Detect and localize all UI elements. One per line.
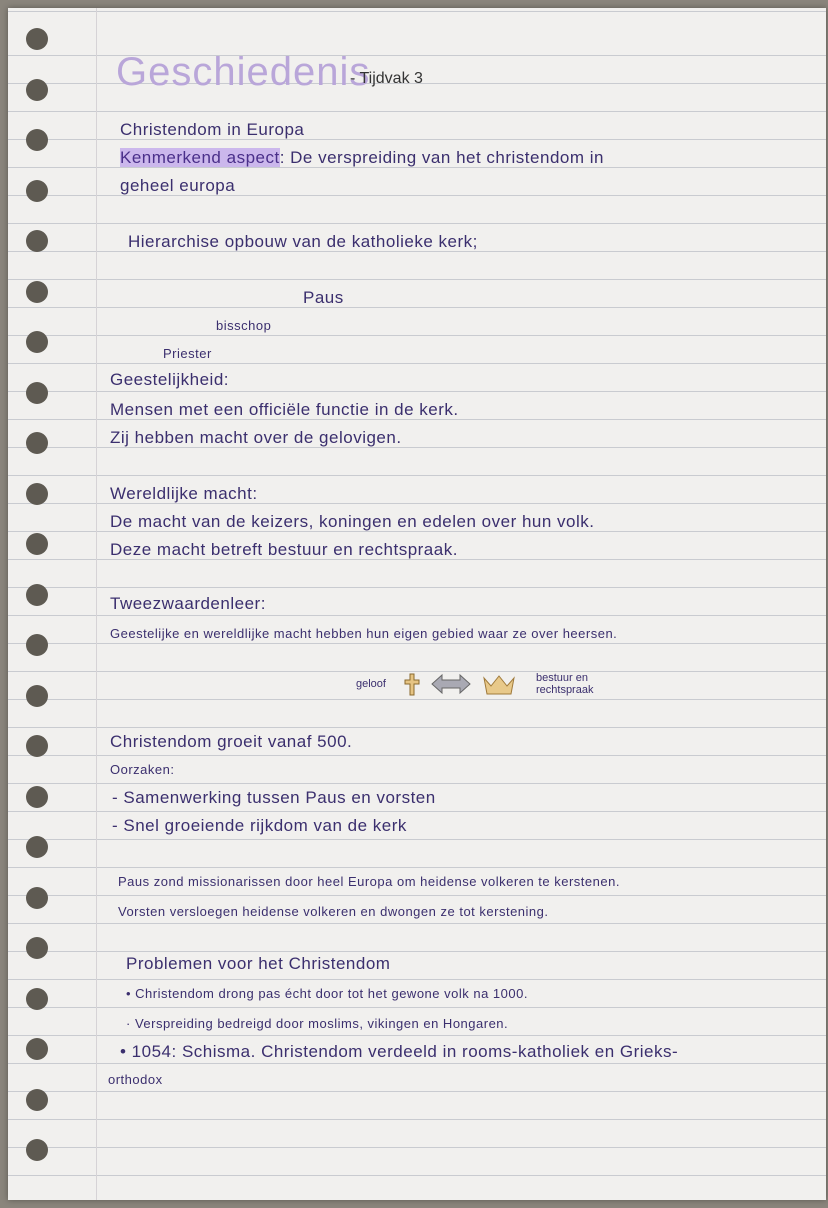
bestuur-label-2: rechtspraak	[535, 684, 594, 696]
binder-hole	[26, 634, 48, 656]
binder-hole	[26, 685, 48, 707]
tweezwaarden-diagram	[356, 672, 593, 696]
topic-heading: Christendom in Europa	[120, 120, 305, 139]
double-arrow-icon	[430, 673, 472, 695]
missie-line-1: Paus zond missionarissen door heel Europa om heidense volkeren te kerstenen.	[118, 874, 620, 889]
page-title: Geschiedenis	[116, 50, 371, 94]
bestuur-label-1: bestuur en	[535, 672, 588, 684]
aspect-text: : De verspreiding van het christendom in	[279, 148, 604, 167]
binder-hole	[26, 79, 48, 101]
binder-hole	[26, 230, 48, 252]
aspect-text-2: geheel europa	[120, 176, 236, 195]
geestelijkheid-line-2: Zij hebben macht over de gelovigen.	[110, 428, 402, 447]
binder-hole	[26, 735, 48, 757]
geestelijkheid-line-1: Mensen met een officiële functie in de kerk.	[110, 400, 459, 419]
binder-hole	[26, 786, 48, 808]
binder-hole	[26, 331, 48, 353]
missie-line-2: Vorsten versloegen heidense volkeren en dwongen ze tot kerstening.	[118, 904, 549, 919]
problemen-bullet-1: • Christendom drong pas écht door tot het gewone volk na 1000.	[126, 986, 528, 1001]
binder-hole	[26, 281, 48, 303]
problemen-heading: Problemen voor het Christendom	[126, 954, 391, 973]
groei-heading: Christendom groeit vanaf 500.	[110, 732, 353, 751]
binder-hole	[26, 180, 48, 202]
aspect-line	[120, 148, 604, 168]
aspect-label: Kenmerkend aspect	[120, 148, 280, 167]
binder-hole	[26, 533, 48, 555]
groei-bullet-1: - Samenwerking tussen Paus en vorsten	[112, 788, 436, 807]
problemen-cont: orthodox	[108, 1072, 163, 1087]
problemen-bullet-2: · Verspreiding bedreigd door moslims, vikingen en Hongaren.	[126, 1016, 509, 1031]
hierarchy-level-paus: Paus	[303, 288, 344, 307]
binder-hole	[26, 129, 48, 151]
page-subtitle: - Tijdvak 3	[350, 70, 423, 87]
wereldlijk-heading: Wereldlijke macht:	[110, 484, 258, 503]
notebook-page	[8, 8, 826, 1200]
wereldlijk-line-1: De macht van de keizers, koningen en edelen over hun volk.	[110, 512, 595, 531]
margin-line	[96, 8, 97, 1200]
groei-bullet-2: - Snel groeiende rijkdom van de kerk	[112, 816, 407, 835]
binder-hole	[26, 988, 48, 1010]
binder-hole	[26, 584, 48, 606]
bestuur-label	[536, 672, 593, 696]
problemen-bullet-3: • 1054: Schisma. Christendom verdeeld in rooms-katholiek en Grieks-	[120, 1042, 679, 1061]
binder-hole	[26, 382, 48, 404]
groei-sub: Oorzaken:	[110, 762, 175, 777]
tweezwaarden-heading: Tweezwaardenleer:	[110, 594, 266, 613]
binder-hole	[26, 937, 48, 959]
wereldlijk-line-2: Deze macht betreft bestuur en rechtspraak.	[110, 540, 458, 559]
cross-icon	[404, 672, 420, 696]
geloof-label: geloof	[356, 678, 386, 690]
tweezwaarden-line: Geestelijke en wereldlijke macht hebben hun eigen gebied waar ze over heersen.	[110, 626, 618, 641]
hierarchy-heading: Hierarchise opbouw van de katholieke kerk;	[128, 232, 478, 251]
crown-icon	[482, 672, 516, 696]
binder-hole	[26, 887, 48, 909]
geestelijkheid-heading: Geestelijkheid:	[110, 370, 230, 389]
binder-hole	[26, 1038, 48, 1060]
hierarchy-level-priester: Priester	[163, 346, 212, 361]
hierarchy-level-bisschop: bisschop	[216, 318, 272, 333]
binder-hole	[26, 1089, 48, 1111]
binder-hole	[26, 483, 48, 505]
binder-hole	[26, 1139, 48, 1161]
binder-hole	[26, 432, 48, 454]
binder-hole	[26, 836, 48, 858]
binder-hole	[26, 28, 48, 50]
